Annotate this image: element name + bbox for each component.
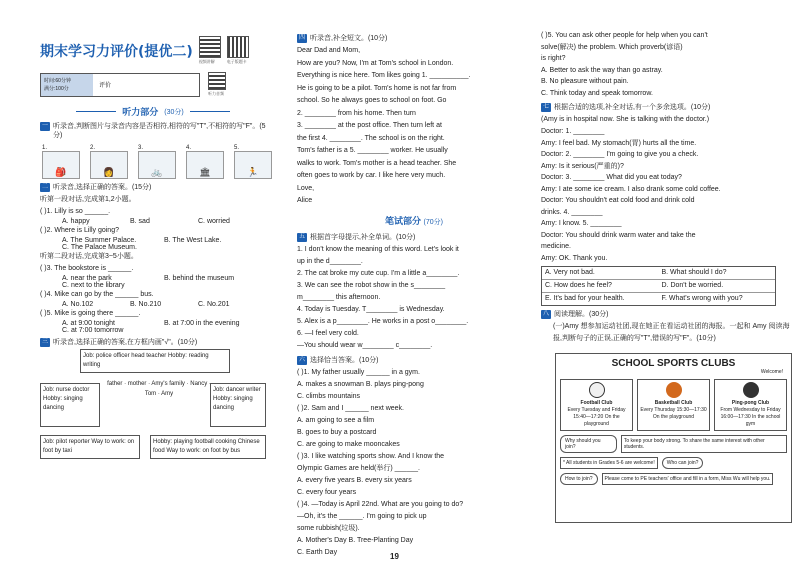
text-line: ( )5. You can ask other people for help when you can't <box>541 32 708 39</box>
text-line: A. Mother's Day B. Tree-Planting Day <box>297 536 414 544</box>
text-line: C. are going to make mooncakes <box>297 440 400 448</box>
text-line: Doctor: You shouldn't eat cold food and drink cold <box>541 197 695 204</box>
option[interactable]: E. It's bad for your health. <box>545 295 625 302</box>
text-line: 4. Today is Tuesday. T________ is Wednesday. <box>297 305 445 313</box>
option[interactable]: A. Very not bad. <box>545 269 595 276</box>
writing-heading: 笔试部分 (70分) <box>385 215 443 226</box>
text-line: walks to work. Tom's mother is a head teacher. She <box>297 159 457 167</box>
intro-text: 听第一段对话,完成第1,2小题。 <box>40 196 136 203</box>
picture-2: 👩 <box>90 151 128 179</box>
picture-row: 1. 🎒 2. 👩 3. 🚲 4. 🏛 5. 🏃 <box>42 144 266 179</box>
right-column <box>535 0 800 566</box>
who-bubble: Who can join? <box>662 457 704 469</box>
text-line: 1. I don't know the meaning of this word. Let's look it <box>297 245 459 253</box>
text-line: some rubbish(垃圾). <box>297 524 360 532</box>
dialog <box>541 126 796 264</box>
text-line: Amy: I feel bad. My stomach(胃) hurts all the time. <box>541 139 697 147</box>
options[interactable]: C. at 7:00 tomorrow <box>62 327 124 334</box>
text-line: Doctor: 1. ________ <box>541 128 605 135</box>
text-line: Dear Dad and Mom, <box>297 47 361 54</box>
football-club: Football Club Every Tuesday and Friday 15:40—17:20 On the playground <box>560 379 633 431</box>
text-line: ( )1. My father usually ______ in a gym. <box>297 368 420 376</box>
letter-text <box>297 45 531 208</box>
qr-code-icon <box>227 36 249 58</box>
family-center: father · mother · Amy's family · Nancy · Tom · Amy <box>107 381 211 397</box>
question-line: ( )5. Mike is going there ______. <box>40 310 141 317</box>
text-line: ( )2. Sam and I ______ next week. <box>297 404 405 412</box>
father-box[interactable]: Job: police officer head teacher Hobby: reading writing <box>80 349 230 373</box>
title-row <box>40 36 266 65</box>
text-line: C. every four years <box>297 488 357 496</box>
text-line: C. climbs mountains <box>297 392 361 400</box>
text-line: A. am going to see a film <box>297 416 375 424</box>
text-line: Amy: I know. 5. ________ <box>541 220 622 227</box>
picture-4: 🏛 <box>186 151 224 179</box>
question-7: 七 根据合适的选项,补全对话,有一个多余选项。(10分) <box>542 104 711 111</box>
qr-code-icon <box>199 36 221 58</box>
text-line: —You should wear w________ c________. <box>297 341 433 349</box>
option[interactable]: B. What should I do? <box>661 269 727 276</box>
football-icon <box>589 382 605 398</box>
question-3: 三 听录音,选择正确的答案,在方框内画"√"。(10分) <box>41 339 198 346</box>
question-line: ( )1. Lilly is so ______. <box>40 208 111 215</box>
text-line: A. Better to ask the way than go astray. <box>541 66 663 74</box>
text-line: B. No pleasure without pain. <box>541 78 629 85</box>
poster-welcome: Welcome! <box>760 369 783 375</box>
text-line: Amy: I ate some ice cream. I also drank some cold coffee. <box>541 185 721 193</box>
text-line: medicine. <box>541 243 571 250</box>
text-line: 6. —I feel very cold. <box>297 329 359 337</box>
basketball-icon <box>666 382 682 398</box>
reasons: To keep your body strong. To share the same interest with other students. <box>621 435 787 453</box>
options[interactable]: C. The Palace Museum. <box>62 244 137 251</box>
info-box <box>40 73 200 97</box>
text-line: Doctor: You should drink warm water and take the <box>541 231 696 239</box>
options[interactable]: A. happy B. sad C. worried <box>62 218 230 225</box>
text-line: drinks. 4. ________ <box>541 208 603 216</box>
text-line: ( )4. —Today is April 22nd. What are you going to do? <box>297 500 464 508</box>
text-line: C. Think today and speak tomorrow. <box>541 89 653 97</box>
text-line: often goes to work by car. I like here very much. <box>297 172 446 179</box>
question-1: 一 听录音,判断图片与录音内容是否相符,相符的写"T",不相符的写"F"。(5分) <box>41 123 266 139</box>
qr-label: 视频讲解 <box>198 59 215 64</box>
text-line: B. goes to buy a postcard <box>297 428 377 436</box>
text-line: 3. ________ at the post office. Then turn left at <box>297 122 442 129</box>
text-line: 2. ________ from his home. Then turn <box>297 109 416 117</box>
mother-box[interactable]: Job: nurse doctor Hobby: singing dancing <box>40 383 100 427</box>
pingpong-club: Ping-pong Club From Wednesday to Friday 16:00—17:30 In the school gym <box>714 379 787 431</box>
poster-title: SCHOOL SPORTS CLUBS <box>611 358 736 369</box>
listening-heading: 听力部分 (30分) <box>40 105 266 118</box>
intro-text: (一)Amy 想参加运动社团,现在她正在看运动社团的海报。一起和 Amy 阅读海报,判断句子的正误,正确的写"T",错误的写"F"。(10分) <box>553 323 790 342</box>
question-line: ( )4. Mike can go by the ______ bus. <box>40 291 154 298</box>
nancy-box[interactable]: Job: dancer writer Hobby: singing dancing <box>210 383 266 427</box>
option[interactable]: F. What's wrong with you? <box>661 295 743 302</box>
options[interactable]: A. The Summer Palace. B. The West Lake. <box>62 237 222 244</box>
how-text: Please come to PE teachers' office and fill in a form, Miss Wu will help you. <box>602 473 774 485</box>
options[interactable]: C. next to the library <box>62 282 125 289</box>
text-line: up in the d________. <box>297 257 363 265</box>
full-score: 满分:100分 <box>44 86 69 92</box>
text-line: 2. The cat broke my cute cup. I'm a little a________. <box>297 269 460 277</box>
choice-lines <box>297 367 531 559</box>
eval-field[interactable]: 评价 <box>99 83 112 89</box>
text-line: ( )3. I like watching sports show. And I know the <box>297 452 445 460</box>
text-line: Olympic Games are held(举行) ______. <box>297 464 420 472</box>
page-number: 19 <box>390 552 399 561</box>
choice-lines <box>541 30 796 99</box>
text-line: school. So he always goes to school on foot. Go <box>297 97 447 104</box>
fill-words <box>297 244 531 352</box>
options[interactable]: A. near the park B. behind the museum <box>62 275 235 282</box>
text-line: solve(解决) the problem. Which proverb(谚语) <box>541 43 683 51</box>
qr-label: 听力音频 <box>208 91 224 96</box>
question-4: 四 听录音,补全短文。(10分) <box>298 35 388 42</box>
sports-poster <box>555 353 792 523</box>
text-line: Doctor: 3. ________ What did you eat today? <box>541 174 682 181</box>
question-2: 二 听录音,选择正确的答案。(15分) <box>41 184 152 191</box>
tom-box[interactable]: Job: pilot reporter Way to work: on foot by taxi <box>40 435 140 459</box>
text-line: the first 4. ________. The school is on the right. <box>297 134 445 142</box>
picture-1: 🎒 <box>42 151 80 179</box>
text-line: 3. We can see the robot show in the s________ <box>297 281 446 289</box>
family-diagram <box>40 349 266 469</box>
text-line: Tom's father is a 5. ________ worker. He usually <box>297 147 448 154</box>
how-bubble: How to join? <box>560 473 598 485</box>
option[interactable]: D. Don't be worried. <box>661 282 724 289</box>
text-line: —Oh, it's the ______. I'm going to pick up <box>297 512 427 520</box>
picture-3: 🚲 <box>138 151 176 179</box>
text-line: How are you? Now, I'm at Tom's school in London. <box>297 59 454 67</box>
question-line: ( )3. The bookstore is ______. <box>40 265 134 272</box>
text-line: Doctor: 2. ________ I'm going to give you a check. <box>541 151 699 158</box>
text-line: Love, <box>297 184 315 192</box>
why-bubble: Why should you join? <box>560 435 617 453</box>
text-line: Amy: OK. Thank you. <box>541 254 608 262</box>
amy-box[interactable]: Hobby: playing football cooking Chinese food Way to work: on foot by bus <box>150 435 266 459</box>
intro-text: 听第二段对话,完成第3~5小题。 <box>40 253 138 260</box>
text-line: A. makes a snowman B. plays ping-pong <box>297 380 424 388</box>
question-6: 六 选择恰当答案。(10分) <box>298 356 379 364</box>
middle-column <box>283 0 531 566</box>
left-column <box>0 0 270 566</box>
text-line: C. Earth Day <box>297 548 338 556</box>
picture-5: 🏃 <box>234 151 272 179</box>
option[interactable]: C. How does he feel? <box>545 282 612 289</box>
text-line: Amy: Is it serious(严重的)? <box>541 162 624 170</box>
answer-options <box>541 266 776 306</box>
options[interactable]: A. No.102 B. No.210 C. No.201 <box>62 301 230 308</box>
grade-note: * All students in Grades 5-6 are welcome! <box>560 457 658 469</box>
text-line: is right? <box>541 55 566 62</box>
question-line: ( )2. Where is Lilly going? <box>40 227 119 234</box>
qr-label: 电子版题卡 <box>226 59 247 64</box>
options[interactable]: A. at 9:00 tonight B. at 7:00 in the evening <box>62 320 240 327</box>
text-line: Alice <box>297 197 313 204</box>
page-title: 期末学习力评价(提优二) <box>40 43 193 60</box>
text-line: Everything is nice here. Tom likes going 1. __________. <box>297 72 471 79</box>
text-line: m________ this afternoon. <box>297 293 381 301</box>
audio-qr-icon <box>208 72 226 90</box>
time-limit: 时间:60分钟 <box>44 78 71 84</box>
question-8: 八 阅读理解。(30分) <box>542 311 609 318</box>
basketball-club: Basketball Club Every Thursday 15:30—17:30 On the playground <box>637 379 710 431</box>
intro-text: (Amy is in hospital now. She is talking with the doctor.) <box>541 116 710 123</box>
question-5: 五 根据首字母提示,补全单词。(10分) <box>298 233 416 241</box>
text-line: He is going to be a pilot. Tom's home is not far from <box>297 84 457 92</box>
pingpong-icon <box>743 382 759 398</box>
text-line: A. every five years B. every six years <box>297 476 412 484</box>
text-line: 5. Alex is a p________. He works in a post o________. <box>297 317 469 325</box>
